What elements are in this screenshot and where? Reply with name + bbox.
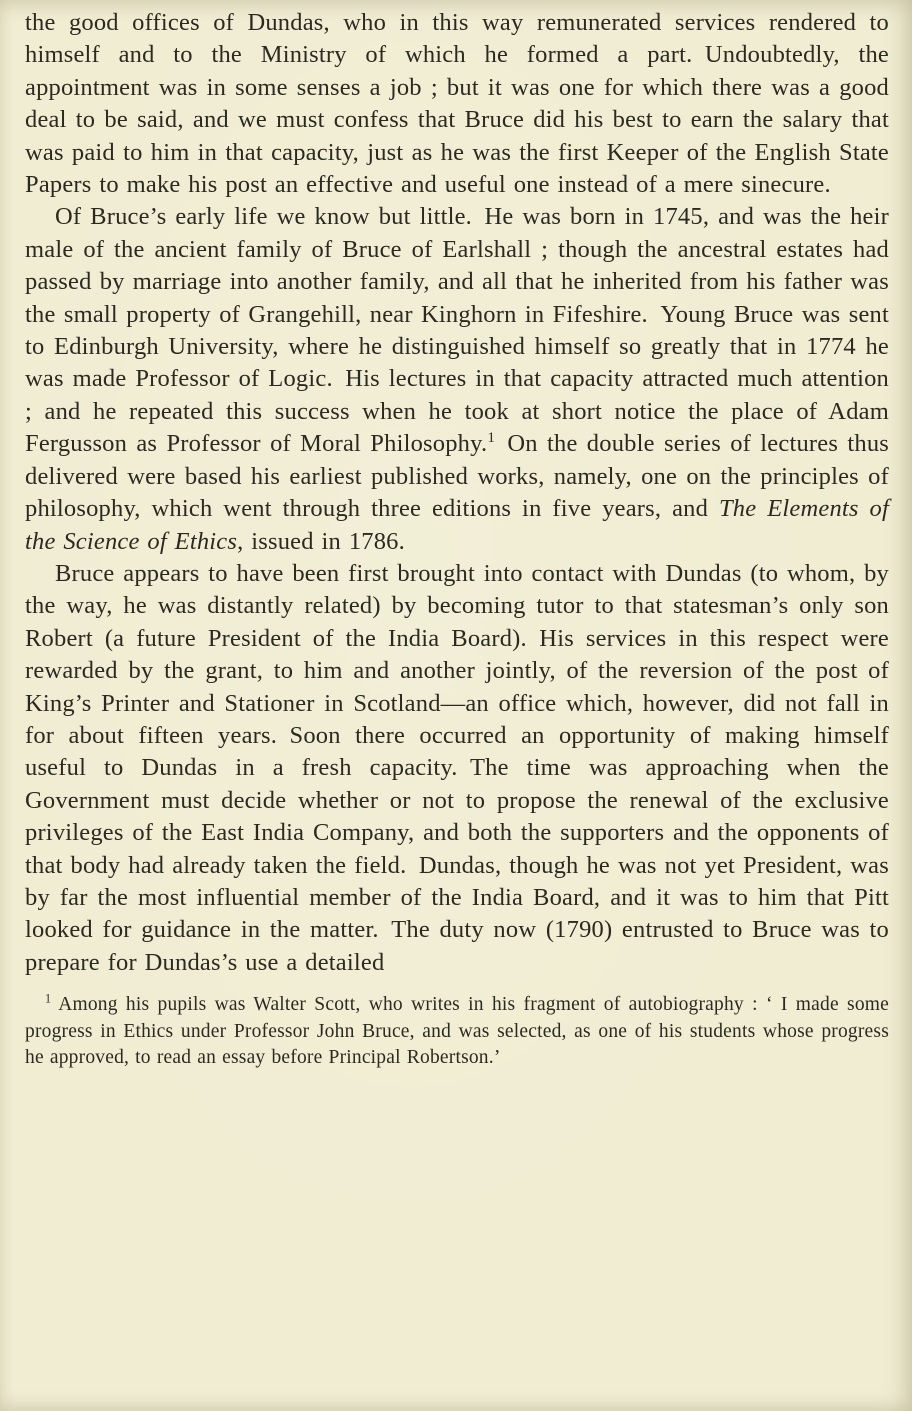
footnote-text <box>25 992 889 1072</box>
book-title-italic: The Elements of the Science of Ethics <box>25 495 889 555</box>
paragraph-3: Bruce appears to have been first brought into contact with Dundas (to whom, by the way, he was distantly related) by becoming tutor to that statesman’s only son Robert (a future President of the India Board). His services in this respect were rewarded by the grant, to him and another jointly, of the reversion of the post of King’s Printer and Stationer in Scotland—an office which, however, did not fall in for about fifteen years. Soon there occurred an opportunity of making himself useful to Dundas in a fresh capacity. The time was approaching when the Government must decide whether or not to propose the renewal of the exclusive privileges of the East India Company, and both the supporters and the opponents of that body had already taken the field. Dundas, though he was not yet President, was by far the most influential member of the India Board, and it was to him that Pitt looked for guidance in the matter. The duty now (1790) entrusted to Bruce was to prepare for Dundas’s use a detailed <box>25 559 889 976</box>
paragraph-2 <box>25 201 889 557</box>
paragraph-1: the good offices of Dundas, who in this way remunerated services rendered to himself and to the Ministry of which he formed a part. Undoubtedly, the appointment was in some senses a job ; but it was one for which there was a good deal to be said, and we must confess that Bruce did his best to earn the salary that was paid to him in that capacity, just as he was the first Keeper of the English State Papers to make his post an effective and useful one instead of a mere sinecure. <box>25 9 889 199</box>
page-body-text <box>25 7 889 979</box>
paragraph-2-continuation: On the double series of lectures thus delivered were based his earliest published works, namely, one on the principles of philosophy, which went through three editions in five years, and <box>25 430 890 523</box>
paragraph-2-text: Of Bruce’s early life we know but little. He was born in 1745, and was the heir male of the ancient family of Bruce of Earlshall ; though the ancestral estates had passed by marriage into another family, and all that he inherited from his father was the small property of Grangehill, near Kinghorn in Fifeshire. Young Bruce was sent to Edinburgh University, where he distinguished himself so greatly that in 1774 he was made Professor of Logic. His lectures in that capacity attracted much attention ; and he repeated this success when he took at short notice the place of Adam Fergusson as Professor of Moral Philosophy. <box>25 203 889 458</box>
footnote-marker: 1 <box>45 991 52 1006</box>
paragraph-2-end: , issued in 1786. <box>237 527 405 555</box>
footnote-reference: 1 <box>487 429 495 447</box>
footnote-block <box>25 992 889 1072</box>
footnote-body: Among his pupils was Walter Scott, who writes in his fragment of autobiography : ‘ I made some progress in Ethics under Professor John Bruce, and was selected, as one of his students whose progress he approved, to read an essay before Principal Robertson.’ <box>25 994 889 1069</box>
